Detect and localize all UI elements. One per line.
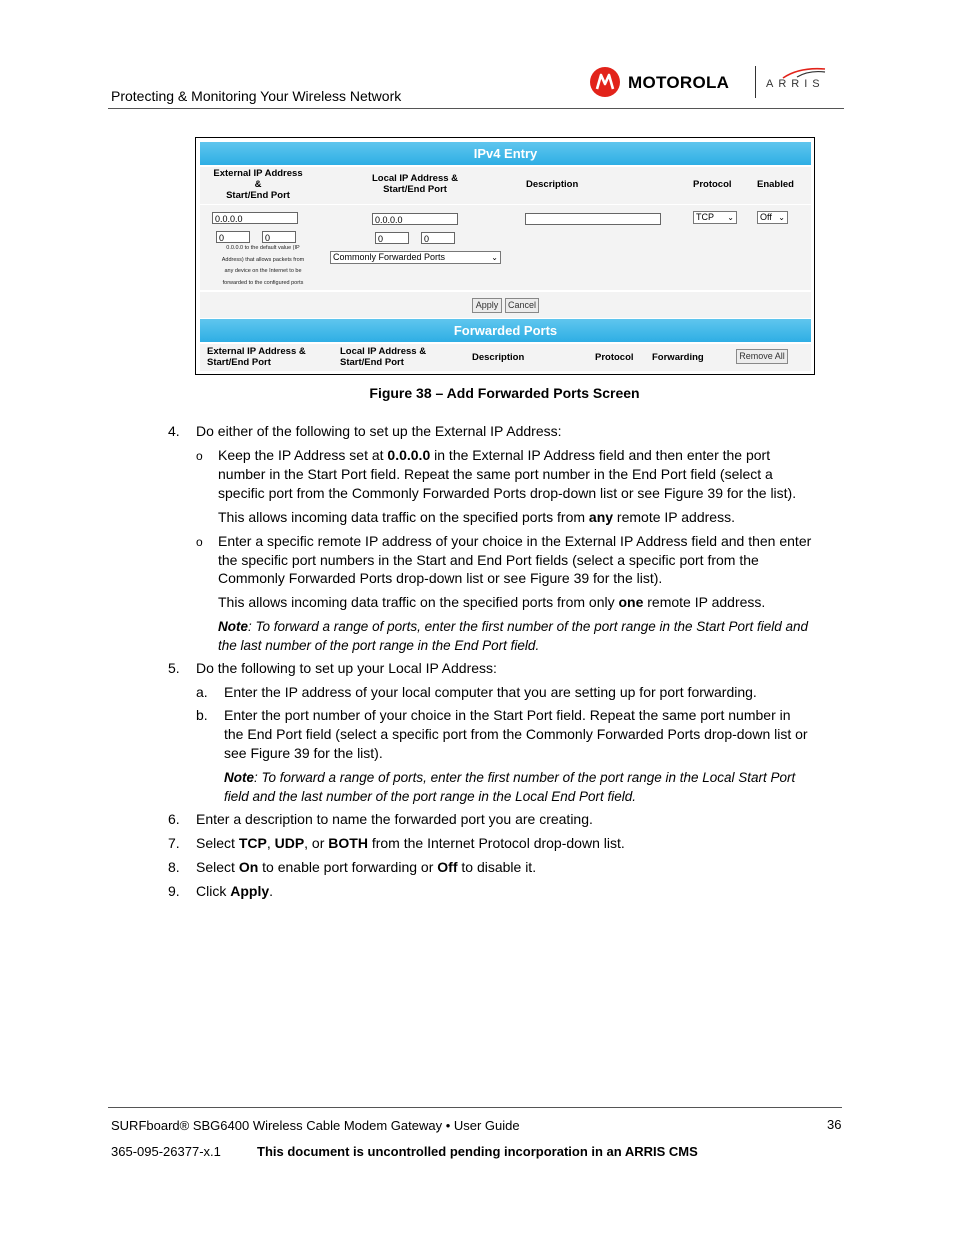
- step-4-text: Do either of the following to set up the External IP Address:: [196, 423, 562, 439]
- chevron-down-icon: ⌄: [727, 213, 734, 222]
- fwd-col-local-ip: Local IP Address & Start/End Port: [340, 346, 427, 368]
- bullet-2-glyph: ο: [196, 535, 203, 549]
- figure-caption: Figure 38 – Add Forwarded Ports Screen: [369, 385, 640, 401]
- note-2-line-2: field and the last number of the port range in the Local End Port field.: [224, 789, 637, 804]
- step-6-number: 6.: [168, 811, 180, 827]
- forwarded-header-row: [200, 344, 811, 371]
- col-protocol: Protocol: [693, 179, 732, 190]
- motorola-logo-icon: [590, 67, 620, 97]
- protocol-select[interactable]: TCP ⌄: [693, 211, 737, 224]
- ipv4-entry-fields: [200, 205, 811, 290]
- bullet-1-line-2: number in the Start Port field. Repeat the same port number in the End Port field (select a: [218, 466, 773, 482]
- step-5-text: Do the following to set up your Local IP Address:: [196, 660, 497, 676]
- note-2-line-1: Note: To forward a range of ports, enter the first number of the port range in the Local Start Port: [224, 770, 796, 785]
- external-start-port-input[interactable]: 0: [216, 231, 250, 243]
- external-ip-input[interactable]: 0.0.0.0: [212, 212, 298, 224]
- col-external-ip: External IP Address & Start/End Port: [213, 168, 303, 201]
- step-5b-letter: b.: [196, 707, 208, 723]
- step-7-text: Select TCP, UDP, or BOTH from the Internet Protocol drop-down list.: [196, 835, 625, 851]
- local-start-port-input[interactable]: 0: [375, 232, 409, 244]
- bullet-1-glyph: ο: [196, 449, 203, 463]
- col-description: Description: [526, 179, 579, 190]
- ipv4-entry-title: IPv4 Entry: [200, 142, 811, 165]
- external-ip-help-text: 0.0.0.0 to the default value (IP Address) that allows packets from any device on the Internet to be forwarded to the configured ports: [221, 245, 305, 286]
- step-4-number: 4.: [168, 423, 180, 439]
- chevron-down-icon: ⌄: [778, 213, 785, 222]
- local-end-port-input[interactable]: 0: [421, 232, 455, 244]
- step-5b-line-3: see Figure 39 for the list).: [224, 745, 383, 761]
- bullet-2-line-3: Commonly Forwarded Ports drop-down list or see Figure 39 for the list).: [218, 570, 663, 586]
- fwd-col-protocol: Protocol: [595, 352, 634, 363]
- footer-doc-number: 365-095-26377-x.1: [111, 1144, 221, 1159]
- logo-separator: [755, 66, 756, 98]
- ipv4-button-row: [200, 292, 811, 318]
- port-forwarding-screenshot: [195, 137, 815, 375]
- ipv4-header-row: [200, 167, 811, 204]
- forwarded-ports-title: Forwarded Ports: [200, 319, 811, 342]
- remove-all-button[interactable]: Remove All: [736, 349, 788, 364]
- commonly-forwarded-ports-select[interactable]: Commonly Forwarded Ports ⌄: [330, 251, 501, 264]
- local-ip-input[interactable]: 0.0.0.0: [372, 213, 458, 225]
- chevron-down-icon: ⌄: [491, 253, 498, 262]
- arris-wordmark: ARRIS: [766, 78, 825, 90]
- step-8-number: 8.: [168, 859, 180, 875]
- step-5-number: 5.: [168, 660, 180, 676]
- cancel-button[interactable]: Cancel: [505, 298, 539, 313]
- section-title: Protecting & Monitoring Your Wireless Network: [111, 88, 402, 104]
- footer-product: SURFboard® SBG6400 Wireless Cable Modem Gateway • User Guide: [111, 1118, 520, 1133]
- col-enabled: Enabled: [757, 179, 794, 190]
- step-9-text: Click Apply.: [196, 883, 274, 899]
- footer-notice: This document is uncontrolled pending incorporation in an ARRIS CMS: [257, 1144, 698, 1159]
- bullet-2-line-1: Enter a specific remote IP address of your choice in the External IP Address field and then enter: [218, 533, 812, 549]
- footer-rule: [108, 1107, 842, 1108]
- header-rule: [108, 108, 844, 109]
- bullet-1-line-3: specific port from the Commonly Forwarded Ports drop-down list or see Figure 39 for the list).: [218, 485, 797, 501]
- bullet-1-allow: This allows incoming data traffic on the specified ports from any remote IP address.: [218, 509, 735, 525]
- fwd-col-forwarding: Forwarding: [652, 352, 704, 363]
- bullet-2-line-2: the specific port numbers in the Start and End Port fields (select a specific port from the: [218, 552, 759, 568]
- apply-button[interactable]: Apply: [472, 298, 502, 313]
- fwd-col-external-ip: External IP Address & Start/End Port: [207, 346, 306, 368]
- note-1-line-2: the last number of the port range in the End Port field.: [218, 638, 540, 653]
- bullet-1-line-1: Keep the IP Address set at 0.0.0.0 in the External IP Address field and then enter the port: [218, 447, 771, 463]
- step-9-number: 9.: [168, 883, 180, 899]
- note-1-line-1: Note: To forward a range of ports, enter the first number of the port range in the Start Port field and: [218, 619, 809, 634]
- step-7-number: 7.: [168, 835, 180, 851]
- step-5a-text: Enter the IP address of your local computer that you are setting up for port forwarding.: [224, 684, 757, 700]
- col-local-ip: Local IP Address & Start/End Port: [371, 173, 459, 195]
- enabled-select[interactable]: Off ⌄: [757, 211, 788, 224]
- bullet-2-allow: This allows incoming data traffic on the specified ports from only one remote IP address.: [218, 594, 766, 610]
- fwd-col-description: Description: [472, 352, 525, 363]
- step-8-text: Select On to enable port forwarding or Off to disable it.: [196, 859, 537, 875]
- motorola-wordmark: MOTOROLA: [628, 73, 730, 92]
- page-number: 36: [827, 1117, 842, 1132]
- external-end-port-input[interactable]: 0: [262, 231, 296, 243]
- step-5b-line-2: the End Port field (select a specific port from the Commonly Forwarded Ports drop-down list or: [224, 726, 808, 742]
- step-6-text: Enter a description to name the forwarded port you are creating.: [196, 811, 593, 827]
- description-input[interactable]: [525, 213, 661, 225]
- step-5a-letter: a.: [196, 684, 208, 700]
- step-5b-line-1: Enter the port number of your choice in the Start Port field. Repeat the same port number in: [224, 707, 791, 723]
